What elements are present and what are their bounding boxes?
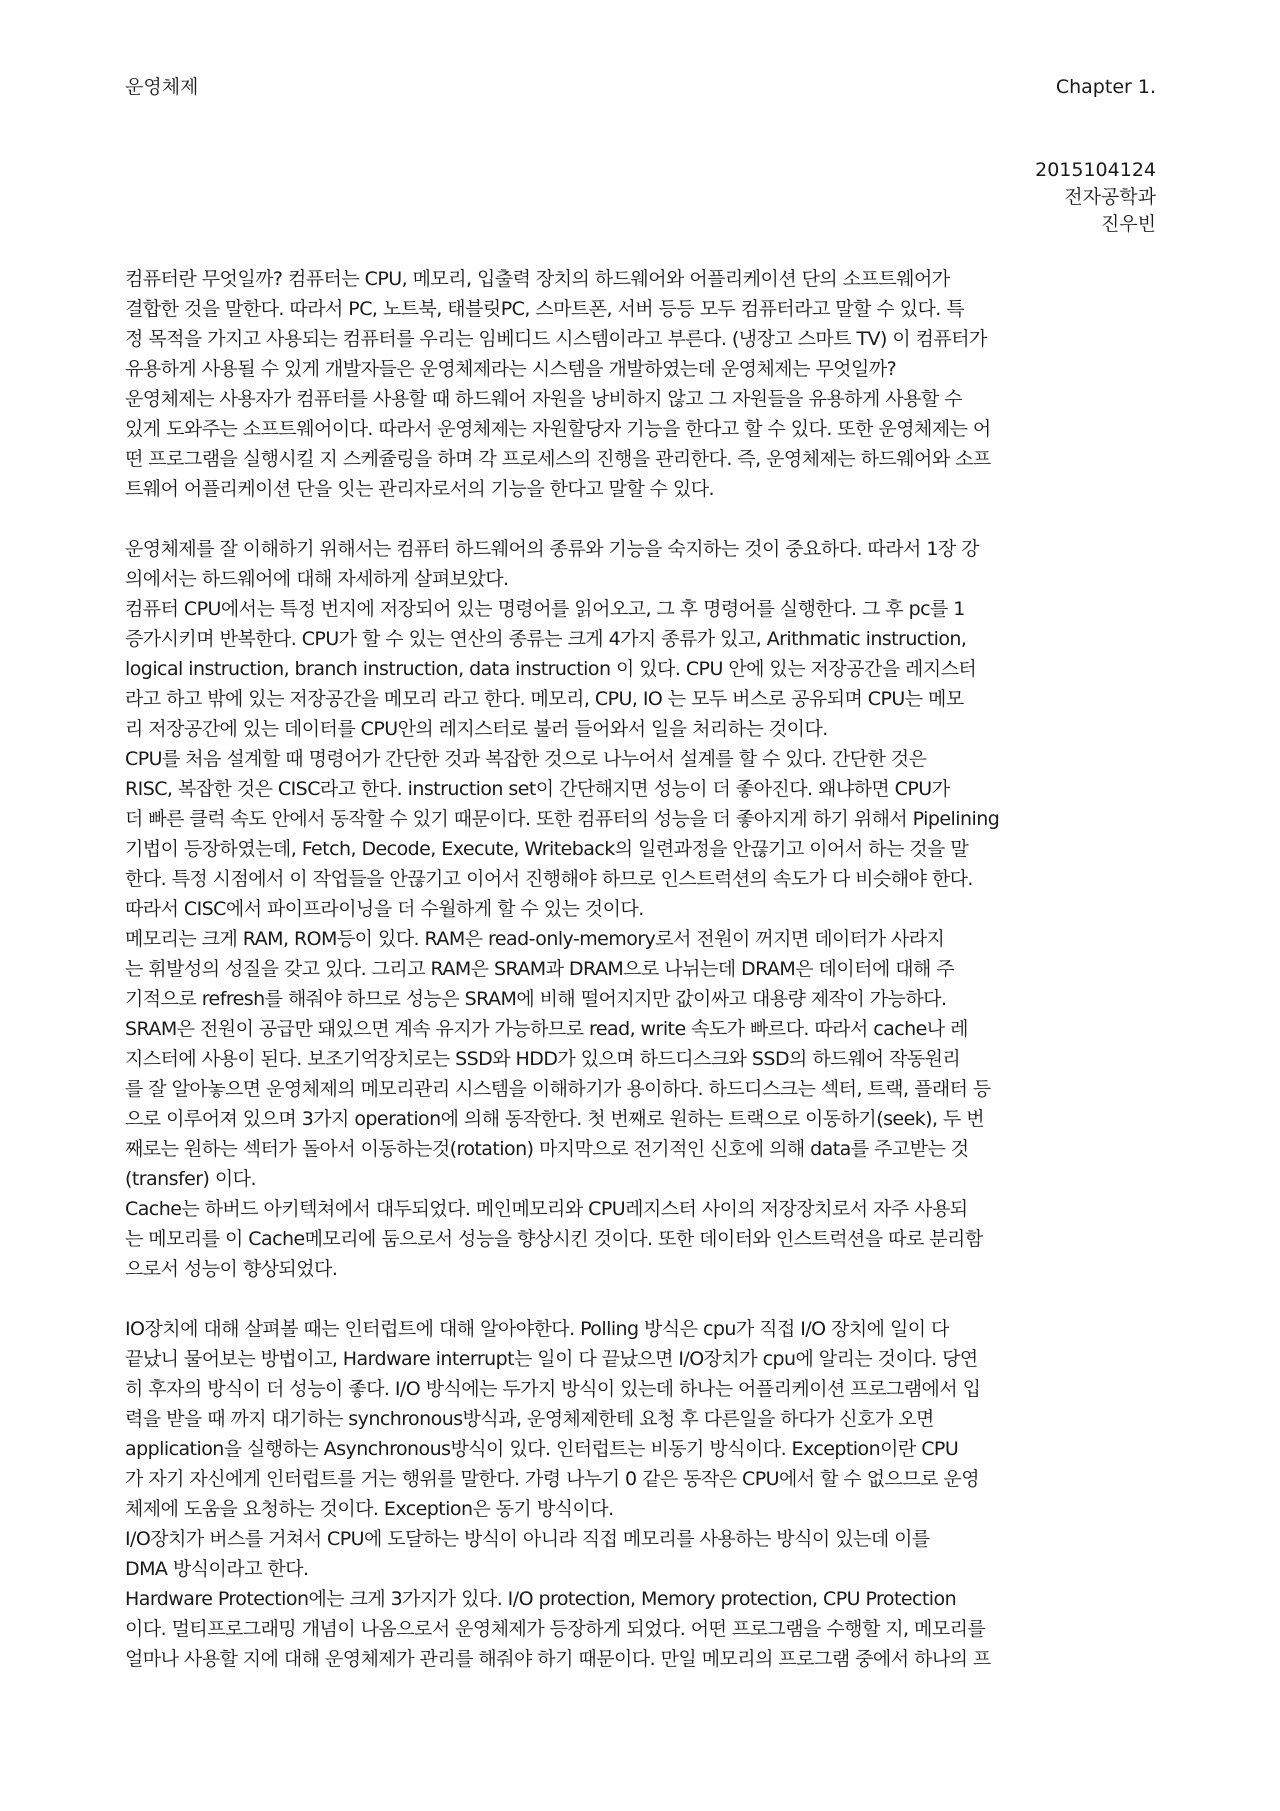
- text-line: 끝났니 물어보는 방법이고, Hardware interrupt는 일이 다 끝났으면 I/O장치가 cpu에 알리는 것이다. 당연: [125, 1348, 978, 1370]
- text-line: 는 휘발성의 성질을 갖고 있다. 그리고 RAM은 SRAM과 DRAM으로 나뉘는데 DRAM은 데이터에 대해 주: [125, 958, 955, 980]
- text-line: 운영체제를 잘 이해하기 위해서는 컴퓨터 하드웨어의 종류와 기능을 숙지하는 것이 중요하다. 따라서 1장 강: [125, 538, 979, 560]
- author-name: 진우빈: [1100, 213, 1156, 235]
- paragraph-gap: [125, 1284, 1175, 1314]
- text-line: 가 자기 자신에게 인터럽트를 거는 행위를 말한다. 가령 나누기 0 같은 동작은 CPU에서 할 수 없으므로 운영: [125, 1468, 980, 1490]
- text-line: 째로는 원하는 섹터가 돌아서 이동하는것(rotation) 마지막으로 전기적인 신호에 의해 data를 주고받는 것: [125, 1138, 969, 1160]
- text-line: 증가시키며 반복한다. CPU가 할 수 있는 연산의 종류는 크게 4가지 종류가 있고, Arithmatic instruction,: [125, 628, 967, 650]
- text-line: 이다. 멀티프로그래밍 개념이 나옴으로서 운영체제가 등장하게 되었다. 어떤 프로그램을 수행할 지, 메모리를: [125, 1618, 986, 1640]
- text-line: DMA 방식이라고 한다.: [125, 1558, 309, 1580]
- text-line: 컴퓨터 CPU에서는 특정 번지에 저장되어 있는 명령어를 읽어오고, 그 후 명령어를 실행한다. 그 후 pc를 1: [125, 598, 965, 620]
- text-line: 으로 이루어져 있으며 3가지 operation에 의해 동작한다. 첫 번째로 원하는 트랙으로 이동하기(seek), 두 번: [125, 1108, 985, 1130]
- text-line: 한다. 특정 시점에서 이 작업들을 안끊기고 이어서 진행해야 하므로 인스트럭션의 속도가 다 비슷해야 한다.: [125, 868, 973, 890]
- text-line: CPU를 처음 설계할 때 명령어가 간단한 것과 복잡한 것으로 나누어서 설계를 할 수 있다. 간단한 것은: [125, 748, 927, 770]
- author-block: [1035, 157, 1156, 238]
- text-line: 의에서는 하드웨어에 대해 자세하게 살펴보았다.: [125, 568, 509, 590]
- text-line: 정 목적을 가지고 사용되는 컴퓨터를 우리는 임베디드 시스템이라고 부른다. (냉장고 스마트 TV) 이 컴퓨터가: [125, 328, 987, 350]
- text-line: 라고 하고 밖에 있는 저장공간을 메모리 라고 한다. 메모리, CPU, IO 는 모두 버스로 공유되며 CPU는 메모: [125, 688, 964, 710]
- text-line: SRAM은 전원이 공급만 돼있으면 계속 유지가 가능하므로 read, write 속도가 빠르다. 따라서 cache나 레: [125, 1018, 968, 1040]
- text-line: 따라서 CISC에서 파이프라이닝을 더 수월하게 할 수 있는 것이다.: [125, 898, 644, 920]
- header-chapter: Chapter 1.: [1055, 76, 1156, 98]
- text-line: 히 후자의 방식이 더 성능이 좋다. I/O 방식에는 두가지 방식이 있는데 하나는 어플리케이션 프로그램에서 입: [125, 1378, 981, 1400]
- text-line: 는 메모리를 이 Cache메모리에 둠으로서 성능을 향상시킨 것이다. 또한 데이터와 인스트럭션을 따로 분리함: [125, 1228, 983, 1250]
- text-line: 유용하게 사용될 수 있게 개발자들은 운영체제라는 시스템을 개발하였는데 운영체제는 무엇일까?: [125, 358, 897, 380]
- text-line: 기법이 등장하였는데, Fetch, Decode, Execute, Writeback의 일련과정을 안끊기고 이어서 하는 것을 말: [125, 838, 969, 860]
- text-line: 떤 프로그램을 실행시킬 지 스케쥴링을 하며 각 프로세스의 진행을 관리한다. 즉, 운영체제는 하드웨어와 소프: [125, 448, 991, 470]
- header-course-title: 운영체제: [125, 76, 199, 98]
- text-line: (transfer) 이다.: [125, 1168, 256, 1190]
- text-line: Hardware Protection에는 크게 3가지가 있다. I/O protection, Memory protection, CPU Protection: [125, 1588, 957, 1610]
- text-line: 력을 받을 때 까지 대기하는 synchronous방식과, 운영체제한테 요청 후 다른일을 하다가 신호가 오면: [125, 1408, 934, 1430]
- text-line: 컴퓨터란 무엇일까? 컴퓨터는 CPU, 메모리, 입출력 장치의 하드웨어와 어플리케이션 단의 소프트웨어가: [125, 268, 950, 290]
- department: 전자공학과: [1064, 186, 1156, 208]
- text-line: 얼마나 사용할 지에 대해 운영체제가 관리를 해줘야 하기 때문이다. 만일 메모리의 프로그램 중에서 하나의 프: [125, 1648, 991, 1670]
- text-line: 체제에 도움을 요청하는 것이다. Exception은 동기 방식이다.: [125, 1498, 614, 1520]
- text-line: logical instruction, branch instruction, data instruction 이 있다. CPU 안에 있는 저장공간을 레지스터: [125, 658, 977, 680]
- text-line: RISC, 복잡한 것은 CISC라고 한다. instruction set이 간단해지면 성능이 더 좋아진다. 왜냐하면 CPU가: [125, 778, 950, 800]
- body-text: [125, 264, 1175, 1674]
- text-line: 운영체제는 사용자가 컴퓨터를 사용할 때 하드웨어 자원을 낭비하지 않고 그 자원들을 유용하게 사용할 수: [125, 388, 962, 410]
- text-line: 으로서 성능이 향상되었다.: [125, 1258, 338, 1280]
- text-line: IO장치에 대해 살펴볼 때는 인터럽트에 대해 알아야한다. Polling 방식은 cpu가 직접 I/O 장치에 일이 다: [125, 1318, 949, 1340]
- student-id: 2015104124: [1035, 159, 1156, 181]
- text-line: 를 잘 알아놓으면 운영체제의 메모리관리 시스템을 이해하기가 용이하다. 하드디스크는 섹터, 트랙, 플래터 등: [125, 1078, 991, 1100]
- text-line: 메모리는 크게 RAM, ROM등이 있다. RAM은 read-only-memory로서 전원이 꺼지면 데이터가 사라지: [125, 928, 945, 950]
- text-line: Cache는 하버드 아키텍쳐에서 대두되었다. 메인메모리와 CPU레지스터 사이의 저장장치로서 자주 사용되: [125, 1198, 968, 1220]
- text-line: 있게 도와주는 소프트웨어이다. 따라서 운영체제는 자원할당자 기능을 한다고 할 수 있다. 또한 운영체제는 어: [125, 418, 991, 440]
- text-line: 기적으로 refresh를 해줘야 하므로 성능은 SRAM에 비해 떨어지지만 값이싸고 대용량 제작이 가능하다.: [125, 988, 947, 1010]
- paragraph-gap: [125, 504, 1175, 534]
- text-line: 결합한 것을 말한다. 따라서 PC, 노트북, 태블릿PC, 스마트폰, 서버 등등 모두 컴퓨터라고 말할 수 있다. 특: [125, 298, 965, 320]
- text-line: I/O장치가 버스를 거쳐서 CPU에 도달하는 방식이 아니라 직접 메모리를 사용하는 방식이 있는데 이를: [125, 1528, 930, 1550]
- text-line: 트웨어 어플리케이션 단을 잇는 관리자로서의 기능을 한다고 말할 수 있다.: [125, 478, 715, 500]
- text-line: 지스터에 사용이 된다. 보조기억장치로는 SSD와 HDD가 있으며 하드디스크와 SSD의 하드웨어 작동원리: [125, 1048, 961, 1070]
- text-line: application을 실행하는 Asynchronous방식이 있다. 인터럽트는 비동기 방식이다. Exception이란 CPU: [125, 1438, 959, 1460]
- text-line: 리 저장공간에 있는 데이터를 CPU안의 레지스터로 불러 들어와서 일을 처리하는 것이다.: [125, 718, 828, 740]
- text-line: 더 빠른 클럭 속도 안에서 동작할 수 있기 때문이다. 또한 컴퓨터의 성능을 더 좋아지게 하기 위해서 Pipelining: [125, 808, 1000, 830]
